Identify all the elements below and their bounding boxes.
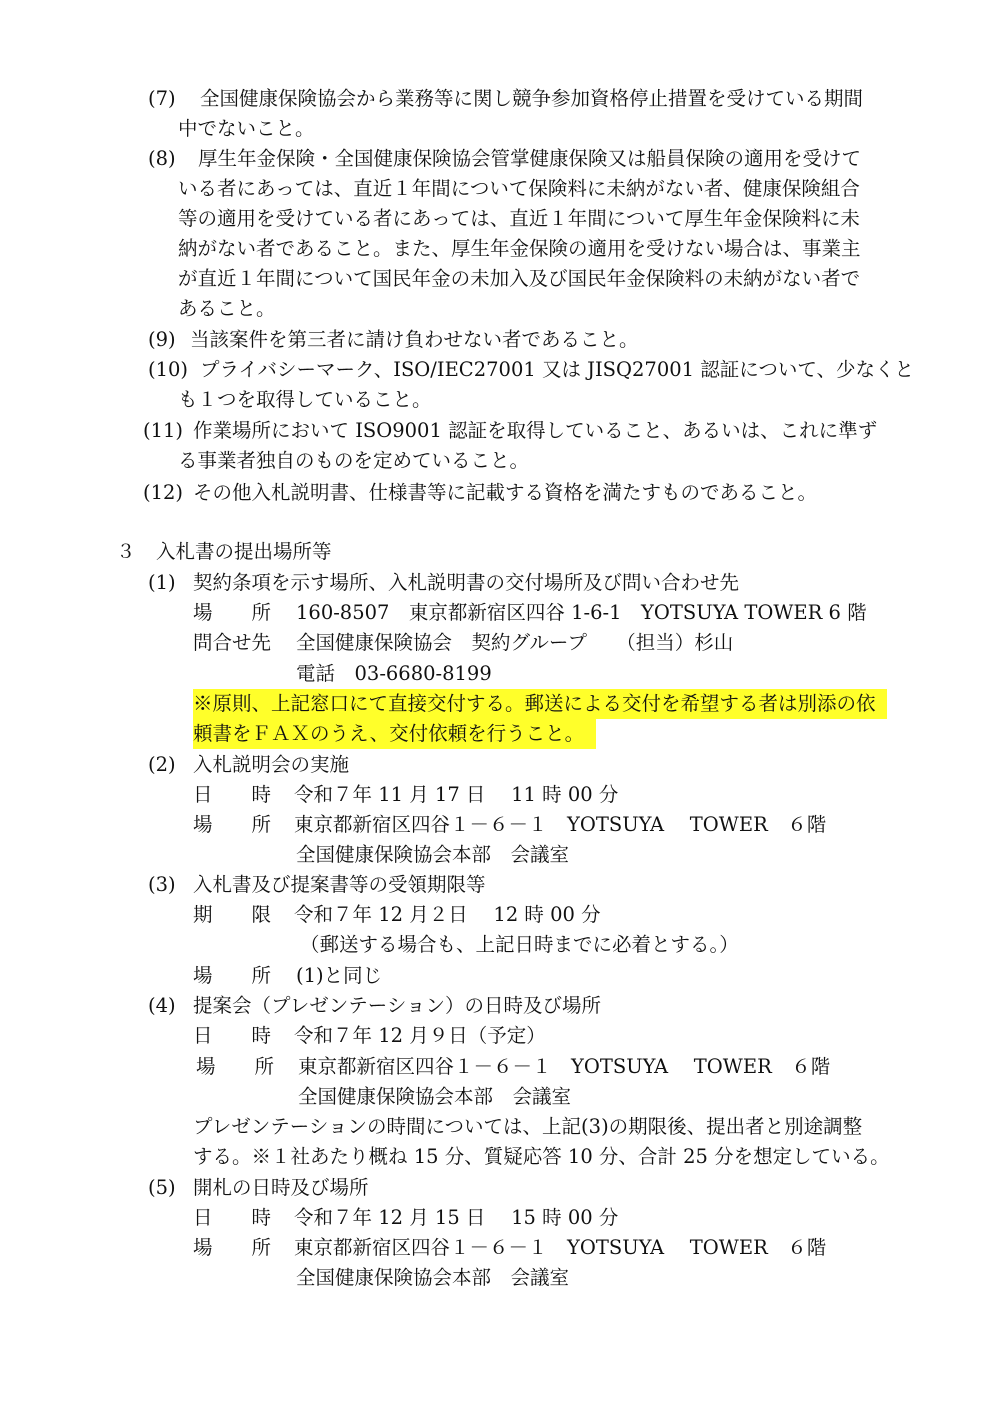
paragraph-line: その他入札説明書、仕様書等に記載する資格を満たすものであること。 (193, 481, 818, 504)
section-number: ３ (116, 540, 136, 563)
paragraph-line: 等の適用を受けている者にあっては、直近１年間について厚生年金保険料に未 (178, 207, 860, 230)
paragraph-line: 厚生年金保険・全国健康保険協会管掌健康保険又は船員保険の適用を受けて (198, 147, 862, 170)
field-label: 場 所 (193, 601, 272, 624)
paragraph-line: プレゼンテーションの時間については、上記(3)の期限後、提出者と別途調整 (193, 1115, 863, 1138)
item-number: (5) (148, 1176, 176, 1199)
section-title: 入札書の提出場所等 (156, 540, 332, 563)
field-value: 東京都新宿区四谷１－６－１ YOTSUYA TOWER ６階 (294, 813, 827, 836)
field-label: 日 時 (193, 1206, 272, 1229)
item-title: 入札説明会の実施 (193, 753, 350, 776)
highlighted-note-line: 頼書をＦＡＸのうえ、交付依頼を行うこと。 (193, 719, 596, 749)
paragraph-line: 中でないこと。 (178, 117, 315, 140)
item-number: (4) (148, 994, 176, 1017)
paragraph-line: 全国健康保険協会から業務等に関し競争参加資格停止措置を受けている期間 (200, 87, 864, 110)
field-value-sub: 全国健康保険協会本部 会議室 (298, 1085, 572, 1108)
field-value: 東京都新宿区四谷１－６－１ YOTSUYA TOWER ６階 (298, 1055, 831, 1078)
field-label: 場 所 (193, 1236, 272, 1259)
field-label: 場 所 (193, 813, 272, 836)
highlighted-note-line: ※原則、上記窓口にて直接交付する。郵送による交付を希望する者は別添の依 (193, 689, 887, 719)
paragraph-line: 納がない者であること。また、厚生年金保険の適用を受けない場合は、事業主 (178, 237, 861, 260)
paragraph-line: プライバシーマーク、ISO/IEC27001 又は JISQ27001 認証について、少なくと (200, 358, 914, 381)
field-value: 160-8507 東京都新宿区四谷 1-6-1 YOTSUYA TOWER 6 階 (296, 601, 867, 624)
field-value: 令和７年 12 月 15 日 15 時 00 分 (294, 1206, 619, 1229)
item-number: (2) (148, 753, 176, 776)
field-label: 期 限 (193, 903, 272, 926)
paragraph-line: あること。 (178, 297, 276, 320)
field-label: 問合せ先 (193, 631, 272, 654)
item-number: (10) (148, 358, 189, 381)
item-title: 開札の日時及び場所 (193, 1176, 369, 1199)
item-number: (1) (148, 571, 176, 594)
field-label: 日 時 (193, 783, 272, 806)
field-label: 場 所 (193, 964, 272, 987)
item-title: 提案会（プレゼンテーション）の日時及び場所 (193, 994, 601, 1017)
item-number: (8) (148, 147, 176, 170)
paragraph-line: る事業者独自のものを定めていること。 (178, 449, 530, 472)
item-number: (9) (148, 328, 176, 351)
field-value: 令和７年 12 月９日（予定） (294, 1024, 546, 1047)
field-value: 東京都新宿区四谷１－６－１ YOTSUYA TOWER ６階 (294, 1236, 827, 1259)
paragraph-line: も１つを取得していること。 (178, 388, 432, 411)
paragraph-line: いる者にあっては、直近１年間について保険料に未納がない者、健康保険組合 (178, 177, 860, 200)
paragraph-line: が直近１年間について国民年金の未加入及び国民年金保険料の未納がない者で (178, 267, 861, 290)
paragraph-line: 当該案件を第三者に請け負わせない者であること。 (190, 328, 639, 351)
field-label: 場 所 (196, 1055, 275, 1078)
item-title: 契約条項を示す場所、入札説明書の交付場所及び問い合わせ先 (193, 571, 740, 594)
phone-number: 電話 03-6680-8199 (296, 662, 492, 685)
field-value-sub: 全国健康保険協会本部 会議室 (296, 843, 570, 866)
paragraph-line: 作業場所において ISO9001 認証を取得していること、あるいは、これに準ず (193, 419, 878, 442)
item-title: 入札書及び提案書等の受領期限等 (193, 873, 486, 896)
item-number: (12) (143, 481, 184, 504)
item-number: (7) (148, 87, 176, 110)
item-number: (11) (143, 419, 184, 442)
field-value: 令和７年 11 月 17 日 11 時 00 分 (294, 783, 619, 806)
field-value: 令和７年 12 月２日 12 時 00 分 (294, 903, 601, 926)
field-value-sub: 全国健康保険協会本部 会議室 (296, 1266, 570, 1289)
field-note: （郵送する場合も、上記日時までに必着とする。） (300, 933, 739, 956)
item-number: (3) (148, 873, 176, 896)
paragraph-line: する。※１社あたり概ね 15 分、質疑応答 10 分、合計 25 分を想定している。 (193, 1145, 890, 1168)
field-value: (1)と同じ (296, 964, 383, 987)
field-value: 全国健康保険協会 契約グループ （担当）杉山 (296, 631, 734, 654)
field-label: 日 時 (193, 1024, 272, 1047)
